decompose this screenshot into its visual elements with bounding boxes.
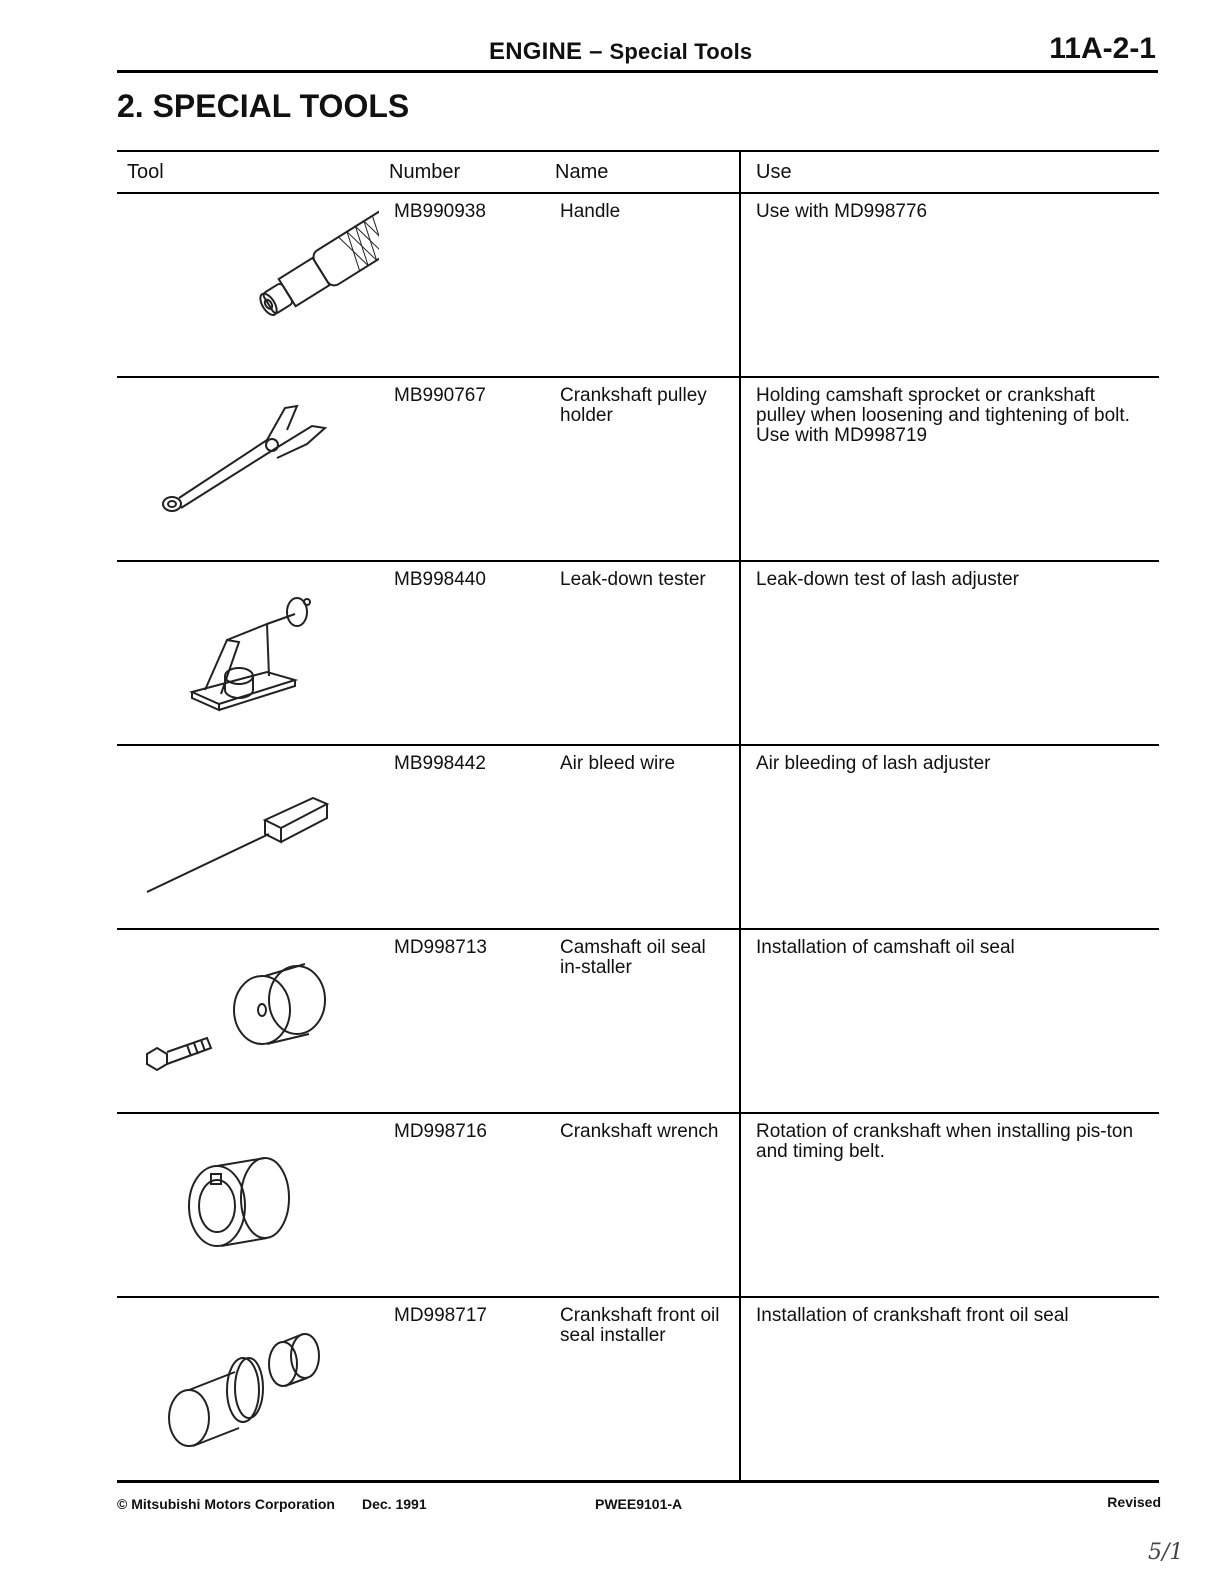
- column-header-name: Name: [545, 151, 740, 193]
- tool-name: Crankshaft pulley holder: [545, 377, 740, 561]
- column-header-tool: Tool: [117, 151, 379, 193]
- air-bleed-wire-icon: [117, 746, 379, 922]
- tool-illustration-cell: [117, 929, 379, 1113]
- tool-number: MB998440: [379, 561, 545, 745]
- front-oil-seal-installer-icon: [117, 1298, 379, 1474]
- tool-number: MB990938: [379, 193, 545, 377]
- tool-name: Crankshaft wrench: [545, 1113, 740, 1297]
- tool-use: Use with MD998776: [740, 193, 1159, 377]
- footer-revised: Revised: [1107, 1494, 1161, 1510]
- tool-name: Handle: [545, 193, 740, 377]
- footer-date: Dec. 1991: [362, 1496, 427, 1512]
- crankshaft-wrench-icon: [117, 1114, 379, 1290]
- tool-illustration-cell: [117, 745, 379, 929]
- tool-use: Leak-down test of lash adjuster: [740, 561, 1159, 745]
- footer-copyright: © Mitsubishi Motors Corporation: [117, 1496, 335, 1512]
- table-row: [117, 377, 1159, 561]
- tool-use: Holding camshaft sprocket or crankshaft pulley when loosening and tightening of bolt. Use with MD998719: [740, 377, 1159, 561]
- tool-illustration-cell: [117, 377, 379, 561]
- oil-seal-installer-icon: [117, 930, 379, 1106]
- section-title: [489, 38, 752, 66]
- column-header-use: Use: [740, 151, 1159, 193]
- tool-use: Rotation of crankshaft when installing pis-ton and timing belt.: [740, 1113, 1159, 1297]
- tool-number: MD998716: [379, 1113, 545, 1297]
- tool-number: MD998713: [379, 929, 545, 1113]
- pulley-holder-tool-icon: [117, 378, 379, 554]
- leak-down-tester-icon: [117, 562, 379, 738]
- table-row: [117, 1297, 1159, 1482]
- tool-number: MD998717: [379, 1297, 545, 1482]
- section-name: ENGINE: [489, 38, 583, 65]
- tool-name: Crankshaft front oil seal installer: [545, 1297, 740, 1482]
- handle-tool-icon: [117, 194, 379, 370]
- table-row: [117, 745, 1159, 929]
- tool-illustration-cell: [117, 1113, 379, 1297]
- table-row: [117, 561, 1159, 745]
- tool-illustration-cell: [117, 1297, 379, 1482]
- tool-use: Installation of camshaft oil seal: [740, 929, 1159, 1113]
- tool-use: Air bleeding of lash adjuster: [740, 745, 1159, 929]
- title-separator: –: [589, 38, 603, 65]
- tool-illustration-cell: [117, 193, 379, 377]
- special-tools-table: [117, 150, 1159, 1483]
- tool-illustration-cell: [117, 561, 379, 745]
- column-header-number: Number: [379, 151, 545, 193]
- handwritten-note: 5/1: [1148, 1540, 1184, 1565]
- table-row: [117, 1113, 1159, 1297]
- table-row: [117, 193, 1159, 377]
- footer-doc-code: PWEE9101-A: [595, 1496, 683, 1512]
- page-header: [117, 30, 1158, 73]
- subsection-name: Special Tools: [609, 39, 753, 64]
- table-row: [117, 929, 1159, 1113]
- tool-number: MB998442: [379, 745, 545, 929]
- tool-name: Air bleed wire: [545, 745, 740, 929]
- tool-use: Installation of crankshaft front oil seal: [740, 1297, 1159, 1482]
- tool-number: MB990767: [379, 377, 545, 561]
- page-heading: 2. SPECIAL TOOLS: [117, 88, 410, 124]
- tool-name: Camshaft oil seal in-staller: [545, 929, 740, 1113]
- tool-name: Leak-down tester: [545, 561, 740, 745]
- page-number: 11A-2-1: [1049, 32, 1156, 65]
- table-header-row: [117, 151, 1159, 193]
